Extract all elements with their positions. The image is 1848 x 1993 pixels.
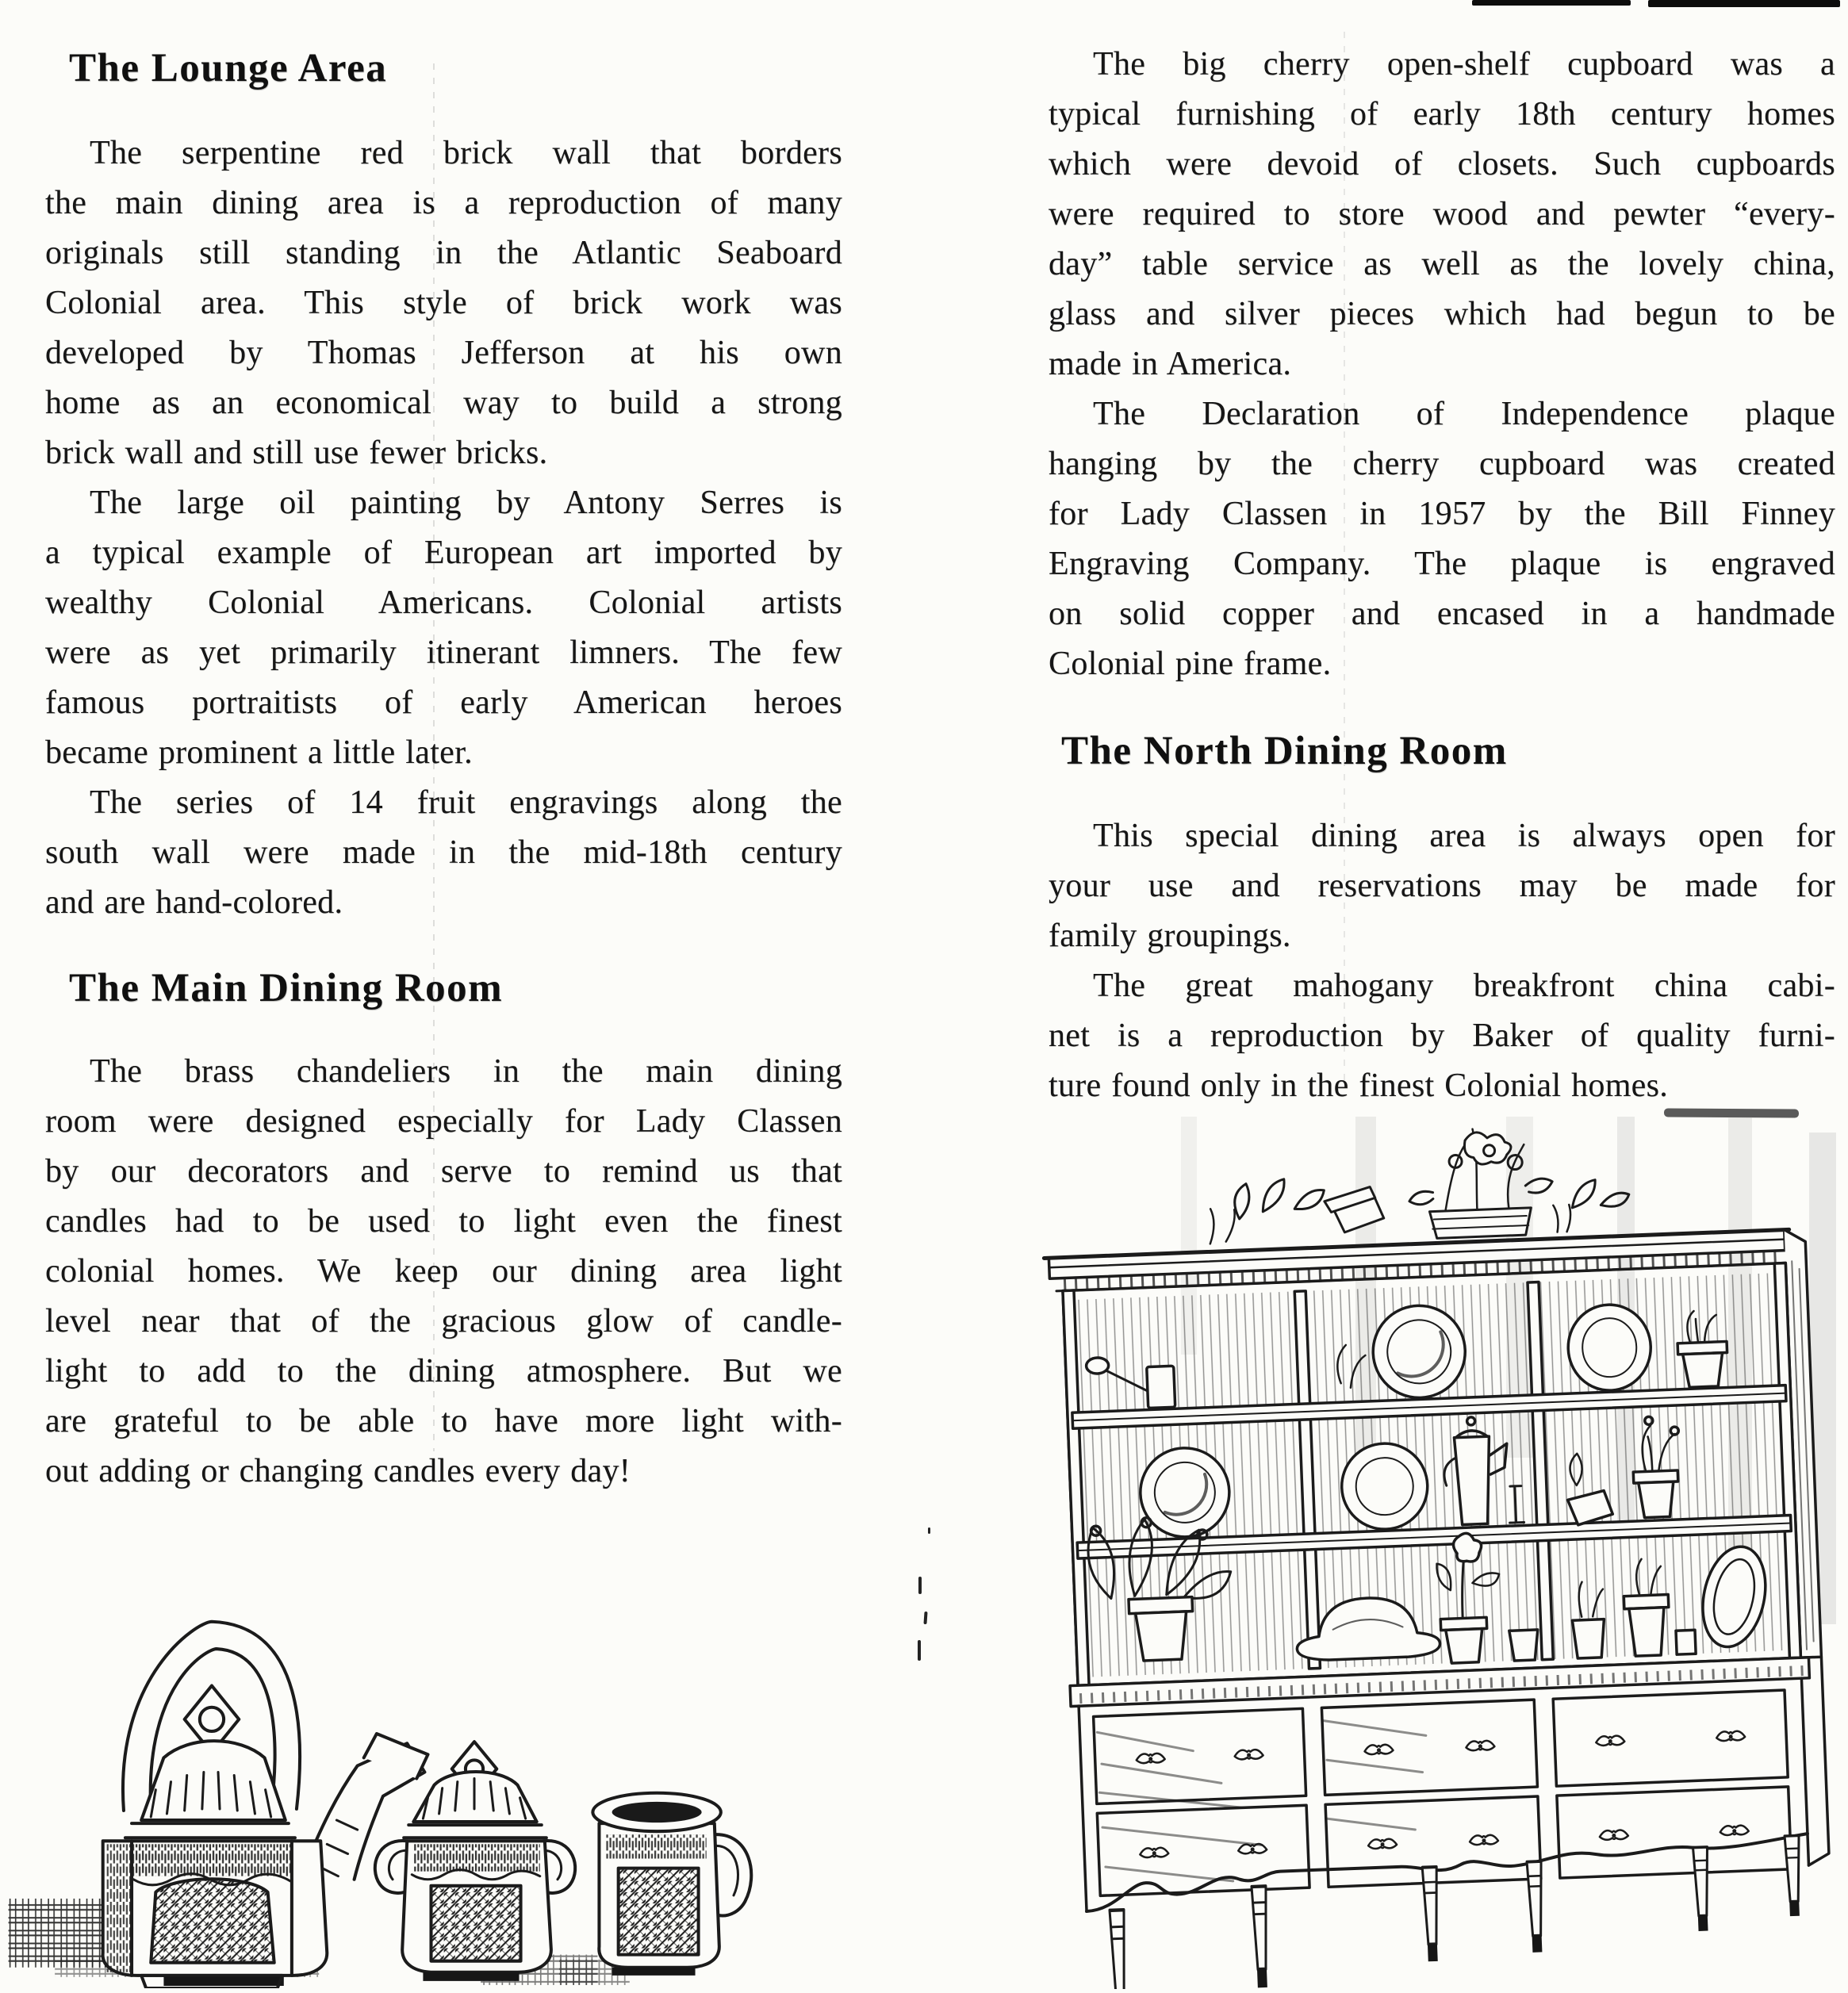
- text-line: The brass chandeliers in the main dining: [90, 1053, 842, 1090]
- text-line: Engraving Company. The plaque is engraved: [1049, 546, 1835, 582]
- gutter-mark: [918, 1640, 921, 1661]
- text-line: home as an economical way to build a strong: [45, 385, 842, 421]
- text-line: candles had to be used to light even the finest: [45, 1203, 842, 1240]
- paragraph-serpentine-wall: [45, 128, 842, 478]
- text-line: Colonial area. This style of brick work was: [45, 285, 842, 321]
- text-line: colonial homes. We keep our dining area light: [45, 1253, 842, 1290]
- china-cabinet-illustration: [1014, 1117, 1848, 1989]
- text-line: The Declaration of Independence plaque: [1093, 396, 1835, 432]
- scan-artifact-strip: [1472, 0, 1631, 6]
- paragraph-oil-painting: [45, 478, 842, 778]
- text-line: typical furnishing of early 18th century homes: [1049, 96, 1835, 132]
- right-column: [1049, 40, 1835, 1111]
- paragraph-fruit-engravings: [45, 778, 842, 928]
- text-line: The large oil painting by Antony Serres is: [90, 485, 842, 521]
- gutter-mark: [928, 1527, 930, 1534]
- paragraph-declaration-plaque: [1049, 389, 1835, 689]
- cream-pitcher-drawing: [592, 1793, 751, 1976]
- tea-set-illustration: [6, 1556, 768, 1988]
- text-line: room were designed especially for Lady Classen: [45, 1103, 842, 1140]
- text-line: which were devoid of closets. Such cupboards: [1049, 146, 1835, 182]
- text-line: a typical example of European art imported by: [45, 535, 842, 571]
- text-line: brick wall and still use fewer bricks.: [45, 435, 548, 471]
- text-line: The big cherry open-shelf cupboard was a: [1093, 46, 1835, 82]
- text-line: made in America.: [1049, 346, 1292, 382]
- teapot-drawing: [103, 1622, 428, 1988]
- text-line: net is a reproduction by Baker of quality furni-: [1049, 1018, 1835, 1054]
- paragraph-brass-chandeliers: [45, 1047, 842, 1497]
- text-line: The series of 14 fruit engravings along the: [90, 784, 842, 821]
- text-line: Colonial pine frame.: [1049, 646, 1332, 682]
- text-line: south wall were made in the mid-18th century: [45, 834, 842, 871]
- text-line: glass and silver pieces which had begun to be: [1049, 296, 1835, 332]
- text-line: level near that of the gracious glow of candle-: [45, 1303, 842, 1340]
- text-line: famous portraitists of early American heroes: [45, 684, 842, 721]
- text-line: for Lady Classen in 1957 by the Bill Finney: [1049, 496, 1835, 532]
- text-line: This special dining area is always open for: [1093, 818, 1835, 854]
- text-line: The great mahogany breakfront china cabi-: [1093, 968, 1835, 1004]
- text-line: ture found only in the finest Colonial homes.: [1049, 1067, 1669, 1104]
- text-line: were as yet primarily itinerant limners. The few: [45, 634, 842, 671]
- scan-artifact-strip: [1648, 0, 1840, 7]
- section-heading-north-dining-room: The North Dining Room: [1061, 729, 1508, 773]
- text-line: originals still standing in the Atlantic Seaboard: [45, 235, 842, 271]
- text-line: became prominent a little later.: [45, 734, 473, 771]
- paragraph-special-dining-area: [1049, 811, 1835, 961]
- text-line: and are hand-colored.: [45, 884, 343, 921]
- text-line: day” table service as well as the lovely china,: [1049, 246, 1835, 282]
- text-line: on solid copper and encased in a handmade: [1049, 596, 1835, 632]
- text-line: by our decorators and serve to remind us that: [45, 1153, 842, 1190]
- section-heading-lounge-area: The Lounge Area: [69, 46, 388, 90]
- paragraph-breakfront-cabinet: [1049, 961, 1835, 1111]
- text-line: are grateful to be able to have more light with-: [45, 1403, 842, 1439]
- drawer-base: [1070, 1657, 1830, 1911]
- section-heading-main-dining-room: The Main Dining Room: [69, 966, 504, 1010]
- text-line: your use and reservations may be made for: [1049, 868, 1835, 904]
- text-line: were required to store wood and pewter “every-: [1049, 196, 1835, 232]
- text-line: light to add to the dining atmosphere. But we: [45, 1353, 842, 1389]
- text-line: out adding or changing candles every day!: [45, 1453, 631, 1489]
- left-column: [45, 29, 842, 1497]
- text-line: The serpentine red brick wall that borders: [90, 135, 842, 171]
- text-line: wealthy Colonial Americans. Colonial artists: [45, 584, 842, 621]
- text-line: developed by Thomas Jefferson at his own: [45, 335, 842, 371]
- paragraph-cherry-cupboard: [1049, 40, 1835, 389]
- text-line: family groupings.: [1049, 918, 1291, 954]
- flower-decor: [1206, 1123, 1631, 1247]
- text-line: the main dining area is a reproduction of many: [45, 185, 842, 221]
- gutter-mark: [923, 1612, 927, 1624]
- text-line: hanging by the cherry cupboard was created: [1049, 446, 1835, 482]
- gutter-mark: [918, 1577, 922, 1594]
